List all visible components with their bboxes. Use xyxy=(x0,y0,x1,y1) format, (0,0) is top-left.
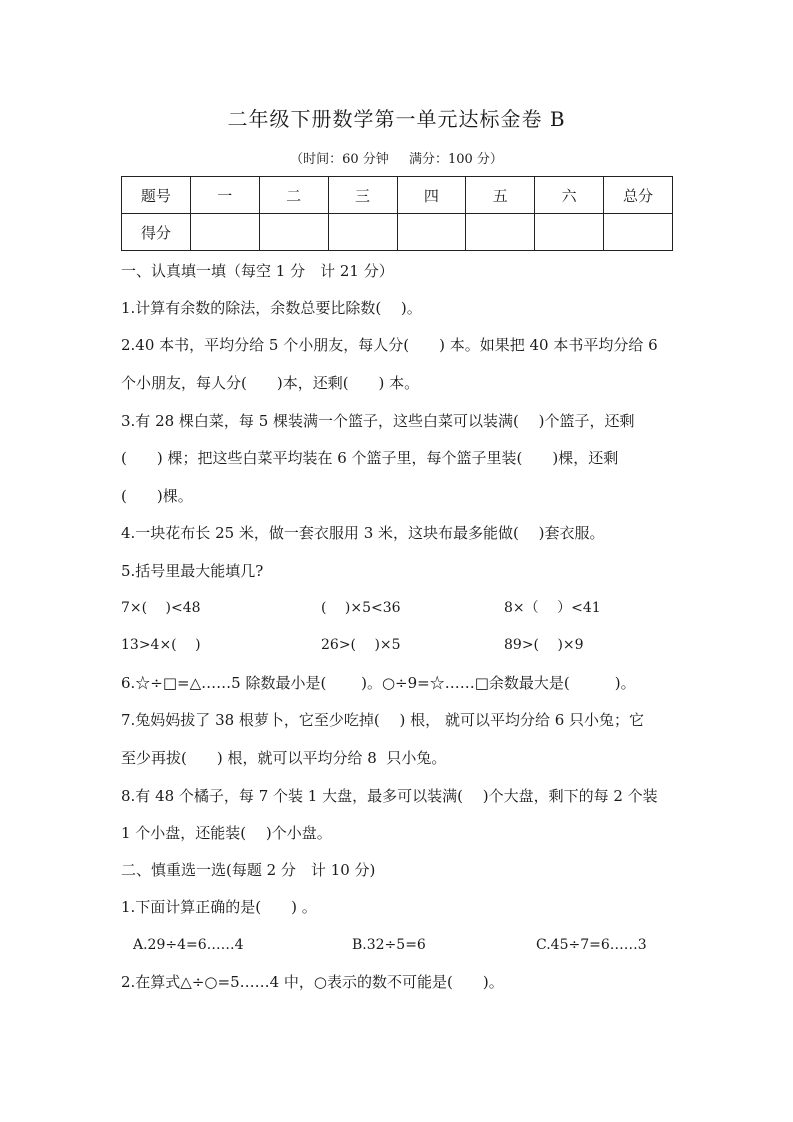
header-cell: 五 xyxy=(466,177,535,214)
row-label: 得分 xyxy=(122,214,191,251)
question-2-1: 1.下面计算正确的是( ) 。 xyxy=(121,898,317,916)
q5-item: 8×（ ）<41 xyxy=(504,600,601,616)
option-a: A.29÷4=6……4 xyxy=(133,937,244,953)
page-title: 二年级下册数学第一单元达标金卷 B xyxy=(227,107,566,131)
score-cell[interactable] xyxy=(397,214,466,251)
option-b: B.32÷5=6 xyxy=(352,937,426,953)
question-1-7-cont: 至少再拔( ) 根，就可以平均分给 8 只小兔。 xyxy=(121,749,447,767)
exam-info xyxy=(0,148,793,167)
header-cell: 三 xyxy=(328,177,397,214)
score-cell[interactable] xyxy=(535,214,604,251)
score-cell[interactable] xyxy=(328,214,397,251)
question-1-2: 2.40 本书，平均分给 5 个小朋友，每人分( ) 本。如果把 40 本书平均分给 6 xyxy=(121,336,658,354)
option-c: C.45÷7=6……3 xyxy=(536,937,647,953)
header-cell: 四 xyxy=(397,177,466,214)
q5-item: 26>( )×5 xyxy=(321,637,401,653)
question-1-6: 6.☆÷□=△……5 除数最小是( )。○÷9=☆……□余数最大是( )。 xyxy=(121,674,636,692)
question-1-8: 8.有 48 个橘子，每 7 个装 1 大盘，最多可以装满( )个大盘，剩下的每 2 个装 xyxy=(121,787,658,805)
question-1-3: 3.有 28 棵白菜，每 5 棵装满一个篮子，这些白菜可以装满( )个篮子，还剩 xyxy=(121,412,635,430)
score-table-header-row xyxy=(122,177,673,214)
q5-item: 89>( )×9 xyxy=(504,637,584,653)
score-cell[interactable] xyxy=(259,214,328,251)
score-cell[interactable] xyxy=(190,214,259,251)
question-1-1: 1.计算有余数的除法，余数总要比除数( )。 xyxy=(121,299,422,317)
question-2-2: 2.在算式△÷○=5……4 中，○表示的数不可能是( )。 xyxy=(121,973,504,991)
section-1-heading: 一、认真填一填（每空 1 分 计 21 分） xyxy=(121,262,394,280)
question-1-3-cont: ( )棵。 xyxy=(121,487,193,505)
header-cell: 总分 xyxy=(604,177,673,214)
question-1-8-cont: 1 个小盘，还能装( )个小盘。 xyxy=(121,824,332,842)
question-1-3-cont: ( ) 棵；把这些白菜平均装在 6 个篮子里，每个篮子里装( )棵，还剩 xyxy=(121,449,619,467)
question-1-5: 5.括号里最大能填几? xyxy=(121,562,264,580)
score-table xyxy=(121,176,673,251)
total-score: 满分：100 分） xyxy=(408,152,503,167)
question-1-7: 7.兔妈妈拔了 38 根萝卜，它至少吃掉( ) 根， 就可以平均分给 6 只小兔；它 xyxy=(121,711,645,729)
section-2-heading: 二、慎重选一选(每题 2 分 计 10 分) xyxy=(121,861,376,879)
header-cell: 一 xyxy=(190,177,259,214)
question-1-2-cont: 个小朋友，每人分( )本，还剩( ) 本。 xyxy=(121,374,420,392)
score-cell[interactable] xyxy=(466,214,535,251)
q5-item: 7×( )<48 xyxy=(121,600,201,616)
header-cell: 二 xyxy=(259,177,328,214)
header-cell: 题号 xyxy=(122,177,191,214)
score-cell[interactable] xyxy=(604,214,673,251)
score-table-score-row xyxy=(122,214,673,251)
q5-item: 13>4×( ) xyxy=(121,637,201,653)
q5-item: ( )×5<36 xyxy=(321,600,401,616)
question-1-4: 4.一块花布长 25 米，做一套衣服用 3 米，这块布最多能做( )套衣服。 xyxy=(121,524,605,542)
header-cell: 六 xyxy=(535,177,604,214)
time-limit: （时间：60 分钟 xyxy=(290,152,389,167)
